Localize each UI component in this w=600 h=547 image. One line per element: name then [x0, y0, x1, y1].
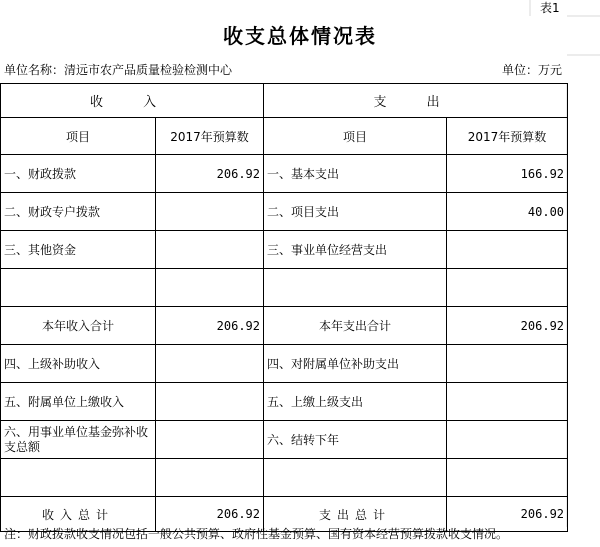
- income-item-cell[interactable]: 六、用事业单位基金弥补收支总额: [1, 421, 156, 459]
- expense-item-header[interactable]: 项目: [264, 118, 447, 155]
- table-row: [1, 459, 568, 497]
- table-row: [1, 269, 568, 307]
- income-item-cell[interactable]: 二、财政专户拨款: [1, 193, 156, 231]
- expense-value-cell[interactable]: [447, 269, 568, 307]
- expense-item-cell[interactable]: [264, 459, 447, 497]
- expense-item-cell[interactable]: 四、对附属单位补助支出: [264, 345, 447, 383]
- income-item-header[interactable]: 项目: [1, 118, 156, 155]
- unit-name: 单位名称：清远市农产品质量检验检测中心: [4, 63, 233, 77]
- income-value-cell[interactable]: [156, 421, 264, 459]
- budget-summary-table: [0, 83, 568, 532]
- income-value-cell[interactable]: 206.92: [156, 155, 264, 193]
- expense-subtotal-value[interactable]: 206.92: [447, 307, 568, 345]
- expense-value-cell[interactable]: [447, 231, 568, 269]
- income-value-cell[interactable]: [156, 269, 264, 307]
- expense-item-cell[interactable]: 六、结转下年: [264, 421, 447, 459]
- income-total-label[interactable]: 收入总计: [1, 497, 156, 532]
- income-subtotal-label[interactable]: 本年收入合计: [1, 307, 156, 345]
- expense-value-cell[interactable]: [447, 421, 568, 459]
- income-item-cell[interactable]: 四、上级补助收入: [1, 345, 156, 383]
- income-value-cell[interactable]: [156, 231, 264, 269]
- income-item-cell[interactable]: [1, 269, 156, 307]
- income-budget-header[interactable]: 2017年预算数: [156, 118, 264, 155]
- currency-unit: 单位：万元: [502, 63, 563, 77]
- expense-item-cell[interactable]: 二、项目支出: [264, 193, 447, 231]
- income-item-cell[interactable]: [1, 459, 156, 497]
- table-number-label: 表1: [540, 1, 560, 15]
- expense-item-cell[interactable]: 一、基本支出: [264, 155, 447, 193]
- table-row: [1, 231, 568, 269]
- table-row: [1, 193, 568, 231]
- expense-total-label[interactable]: 支出总计: [264, 497, 447, 532]
- income-value-cell[interactable]: [156, 383, 264, 421]
- income-value-cell[interactable]: [156, 345, 264, 383]
- income-item-cell[interactable]: 一、财政拨款: [1, 155, 156, 193]
- expense-value-cell[interactable]: [447, 459, 568, 497]
- expense-value-cell[interactable]: [447, 383, 568, 421]
- expense-item-cell[interactable]: [264, 269, 447, 307]
- section-header-row: [1, 84, 568, 118]
- income-section-header[interactable]: 收 入: [1, 84, 264, 118]
- table-row: [1, 383, 568, 421]
- expense-value-cell[interactable]: 40.00: [447, 193, 568, 231]
- table-row: [1, 155, 568, 193]
- expense-section-header[interactable]: 支 出: [264, 84, 568, 118]
- expense-item-cell[interactable]: 五、上缴上级支出: [264, 383, 447, 421]
- footnote: 注：财政拨款收支情况包括一般公共预算、政府性基金预算、国有资本经营预算拨款收支情况。: [4, 527, 509, 541]
- expense-value-cell[interactable]: 166.92: [447, 155, 568, 193]
- table-row: [1, 345, 568, 383]
- income-subtotal-value[interactable]: 206.92: [156, 307, 264, 345]
- income-total-value[interactable]: 206.92: [156, 497, 264, 532]
- income-value-cell[interactable]: [156, 459, 264, 497]
- expense-total-value[interactable]: 206.92: [447, 497, 568, 532]
- column-header-row: [1, 118, 568, 155]
- expense-item-cell[interactable]: 三、事业单位经营支出: [264, 231, 447, 269]
- expense-subtotal-label[interactable]: 本年支出合计: [264, 307, 447, 345]
- income-item-cell[interactable]: 三、其他资金: [1, 231, 156, 269]
- income-item-cell[interactable]: 五、附属单位上缴收入: [1, 383, 156, 421]
- income-value-cell[interactable]: [156, 193, 264, 231]
- subtotal-row: [1, 307, 568, 345]
- expense-budget-header[interactable]: 2017年预算数: [447, 118, 568, 155]
- page-title: 收支总体情况表: [223, 24, 377, 48]
- table-row: [1, 421, 568, 459]
- expense-value-cell[interactable]: [447, 345, 568, 383]
